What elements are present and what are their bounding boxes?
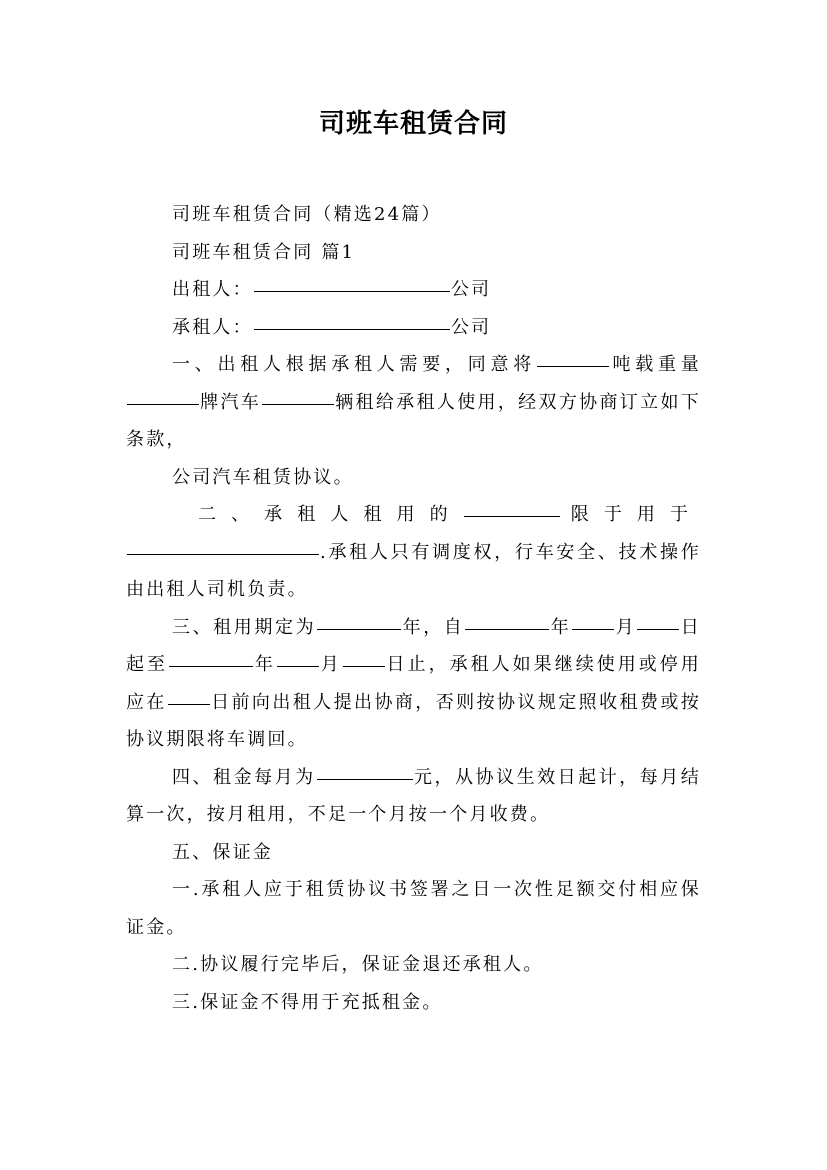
clause-3-text-c: 年	[550, 616, 572, 638]
lessor-line	[126, 271, 701, 309]
clause-2-text-c: .承租人只有调度权，行车安全、技术操作由出租人司机负责。	[126, 541, 701, 600]
subtitle: 司班车租赁合同（精选24篇）	[172, 204, 442, 225]
clause-3-text-i: 日前向出租人提出协商，否则按协议规定照收租费或按协议期限将车调回。	[126, 691, 701, 750]
clause-1-text-d: 辆租给承租人使用，经双方协商订立如下条款，	[126, 391, 701, 450]
clause-1	[126, 346, 701, 459]
lessee-line	[126, 309, 701, 347]
clause-4-text-a: 四、租金每月为	[172, 766, 316, 788]
clause-3-text-b: 年，自	[402, 616, 465, 638]
tonnage-blank	[537, 348, 609, 367]
end-year-blank	[169, 648, 253, 667]
monthly-rent-blank	[317, 761, 413, 780]
clause-3-text-d: 月	[615, 616, 637, 638]
clause-5-item-2: 二.协议履行完毕后，保证金退还承租人。	[172, 954, 544, 975]
clause-1-text-a: 一、出租人根据承租人需要，同意将	[172, 354, 536, 375]
clause-1-text-b: 吨载重量	[610, 354, 701, 375]
lessor-label: 出租人：	[172, 279, 253, 300]
clause-5-heading: 五、保证金	[172, 841, 273, 863]
clause-3-text-f: 年	[254, 654, 276, 675]
vehicle-count-blank	[262, 386, 334, 405]
clause-2	[126, 496, 701, 609]
start-year-blank	[465, 611, 549, 630]
brand-blank	[127, 386, 199, 405]
lessor-blank	[254, 273, 450, 292]
document-title: 司班车租赁合同	[318, 109, 508, 139]
lessor-suffix: 公司	[450, 279, 492, 300]
clause-2-text-b: 限于用于	[570, 504, 702, 525]
start-day-blank	[637, 611, 679, 630]
term-blank	[317, 611, 401, 630]
clause-3-text-e: 日起至	[126, 616, 702, 675]
document-body	[126, 196, 701, 1021]
usage-blank-1	[464, 498, 560, 517]
start-month-blank	[572, 611, 614, 630]
clause-1-text-c: 牌汽车	[200, 391, 262, 413]
end-month-blank	[277, 648, 319, 667]
clause-5-item-1: 一.承租人应于租赁协议书签署之日一次性足额交付相应保证金。	[126, 879, 701, 938]
clause-3-text-h: 日止，承租人如果继续使用或停用应在	[126, 654, 702, 713]
clause-4	[126, 759, 701, 834]
clause-3-text-g: 月	[319, 654, 342, 675]
clause-3	[126, 609, 701, 759]
lessee-blank	[254, 311, 450, 330]
lessee-suffix: 公司	[450, 316, 492, 338]
section-heading: 司班车租赁合同 篇1	[172, 241, 356, 263]
clause-2-text-a: 二、承租人租用的	[198, 504, 463, 525]
clause-5-item-3: 三.保证金不得用于充抵租金。	[172, 991, 443, 1013]
end-day-blank	[343, 648, 385, 667]
clause-1-note: 公司汽车租赁协议。	[172, 466, 354, 488]
clause-4-text-b: 元，从协议生效日起计，每月结算一次，按月租用，不足一个月按一个月收费。	[126, 766, 701, 825]
notice-day-blank	[168, 686, 210, 705]
clause-3-text-a: 三、租用期定为	[172, 616, 317, 638]
usage-blank-2	[127, 536, 319, 555]
lessee-label: 承租人：	[172, 316, 253, 338]
